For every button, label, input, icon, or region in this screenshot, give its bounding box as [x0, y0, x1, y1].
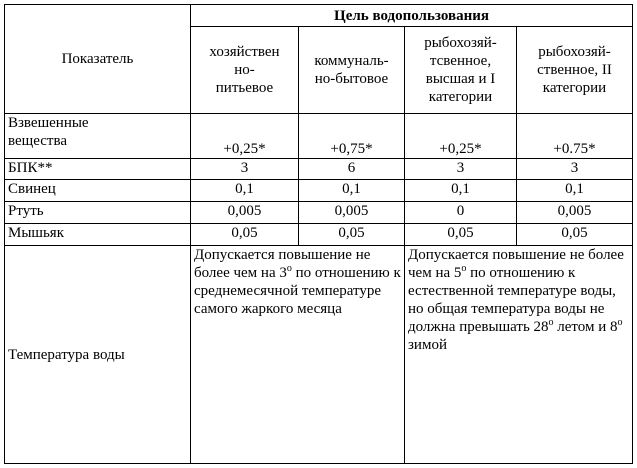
temperature-row	[5, 246, 633, 464]
header-col-fishery-high: рыбохозяй- тсвенное, высшая и I категории	[405, 27, 517, 114]
cell-value: 3	[405, 159, 517, 180]
degree-mark: o	[617, 317, 623, 328]
degree-mark: o	[286, 263, 292, 274]
temperature-right-text: Допускается повышение не более чем на 5$^o$ по отношению к естественной температуре воды, но общая температура воды не должна превышать 28$^o$ летом и 8$^o$ зимой	[405, 246, 633, 464]
cell-value: 0,1	[299, 180, 405, 202]
header-col-communal: коммуналь- но-бытовое	[299, 27, 405, 114]
header-col-fishery-second: рыбохозяй- ственное, II категории	[517, 27, 633, 114]
cell-value: 0,005	[299, 202, 405, 224]
row-label: Температура воды	[5, 246, 191, 464]
table-row	[5, 180, 633, 202]
cell-value: 0,05	[517, 224, 633, 246]
cell-value: 0	[405, 202, 517, 224]
cell-value: 0,05	[405, 224, 517, 246]
cell-value: 3	[517, 159, 633, 180]
cell-value: 6	[299, 159, 405, 180]
table-row	[5, 224, 633, 246]
cell-value: 0,005	[517, 202, 633, 224]
header-goal-cell: Цель водопользования	[191, 5, 633, 27]
document-page	[4, 4, 633, 464]
degree-mark: o	[461, 263, 467, 274]
header-col-drinking: хозяйствен но- питьевое	[191, 27, 299, 114]
water-quality-table	[4, 4, 633, 464]
temperature-left-text: Допускается повышение не более чем на 3$^o$ по отношению к среднемесячной температуре самого жаркого месяца	[191, 246, 405, 464]
cell-value: +0,25*	[405, 114, 517, 159]
table-row	[5, 202, 633, 224]
degree-mark: o	[548, 317, 554, 328]
header-row-top	[5, 5, 633, 27]
cell-value: 0,1	[517, 180, 633, 202]
row-label: Мышьяк	[5, 224, 191, 246]
row-label: Ртуть	[5, 202, 191, 224]
table-row	[5, 114, 633, 159]
row-label: Свинец	[5, 180, 191, 202]
row-label: Взвешенные вещества	[5, 114, 191, 159]
cell-value: 0,05	[299, 224, 405, 246]
cell-value: 0,05	[191, 224, 299, 246]
cell-value: +0.75*	[517, 114, 633, 159]
cell-value: 0,005	[191, 202, 299, 224]
row-label: БПК**	[5, 159, 191, 180]
cell-value: +0,25*	[191, 114, 299, 159]
table-row	[5, 159, 633, 180]
header-param-cell: Показатель	[5, 5, 191, 114]
cell-value: 3	[191, 159, 299, 180]
cell-value: 0,1	[405, 180, 517, 202]
cell-value: 0,1	[191, 180, 299, 202]
cell-value: +0,75*	[299, 114, 405, 159]
